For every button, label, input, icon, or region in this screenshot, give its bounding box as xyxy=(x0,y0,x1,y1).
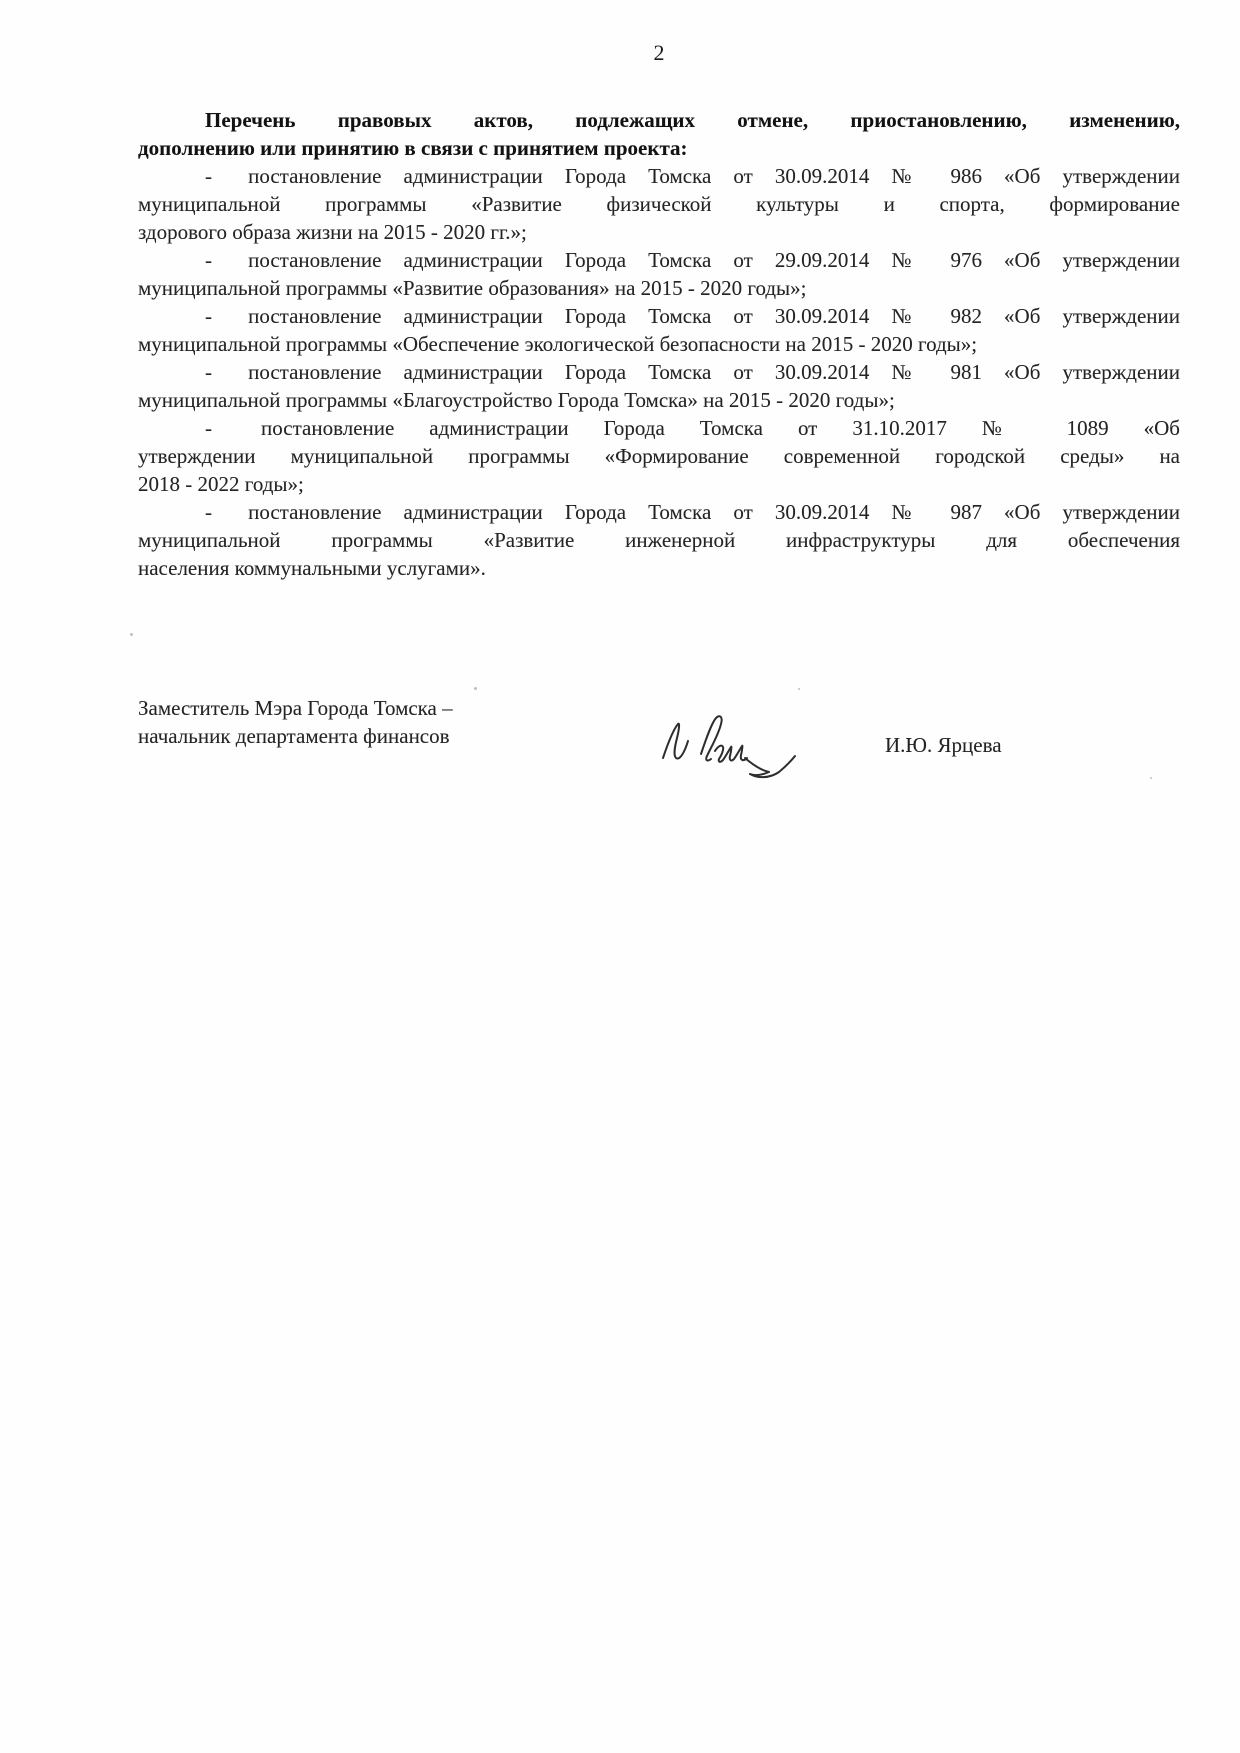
scan-speck xyxy=(130,633,133,636)
text-line: - постановление администрации Города Томска от 30.09.2014 № 982 «Об утверждении xyxy=(205,304,1181,328)
text-line: - постановление администрации Города Томска от 31.10.2017 № 1089 «Об xyxy=(205,416,1180,440)
list-item-dash: - xyxy=(205,416,212,440)
text-line: здорового образа жизни на 2015 - 2020 гг.»; xyxy=(138,220,527,244)
text-line: населения коммунальными услугами». xyxy=(138,556,486,580)
scan-speck xyxy=(798,688,800,690)
text-line: муниципальной программы «Обеспечение экологической безопасности на 2015 - 2020 годы»; xyxy=(138,332,978,356)
document-body xyxy=(138,106,1180,582)
list-item-dash: - xyxy=(205,304,212,328)
text-line: муниципальной программы «Развитие инженерной инфраструктуры для обеспечения xyxy=(138,528,1180,552)
text-line: Перечень правовых актов, подлежащих отмене, приостановлению, изменению, xyxy=(205,108,1180,132)
list-item-dash: - xyxy=(205,360,212,384)
text-line: - постановление администрации Города Томска от 30.09.2014 № 986 «Об утверждении xyxy=(205,164,1181,188)
text-line: 2018 - 2022 годы»; xyxy=(138,472,304,496)
signatory-title xyxy=(138,694,558,750)
text-line: - постановление администрации Города Томска от 29.09.2014 № 976 «Об утверждении xyxy=(205,248,1181,272)
list-item-dash: - xyxy=(205,164,212,188)
handwritten-signature-icon xyxy=(655,710,800,790)
text-line: - постановление администрации Города Томска от 30.09.2014 № 987 «Об утверждении xyxy=(205,500,1181,524)
signatory-title-line-1: Заместитель Мэра Города Томска – xyxy=(138,696,453,720)
text-line: муниципальной программы «Благоустройство Города Томска» на 2015 - 2020 годы»; xyxy=(138,388,895,412)
page-number: 2 xyxy=(653,40,665,65)
signatory-name: И.Ю. Ярцева xyxy=(885,733,1002,757)
text-line: муниципальной программы «Развитие физической культуры и спорта, формирование xyxy=(138,192,1180,216)
list-item-dash: - xyxy=(205,500,212,524)
text-line: - постановление администрации Города Томска от 30.09.2014 № 981 «Об утверждении xyxy=(205,360,1181,384)
text-line: дополнению или принятию в связи с принятием проекта: xyxy=(138,136,688,160)
text-line: муниципальной программы «Развитие образования» на 2015 - 2020 годы»; xyxy=(138,276,807,300)
list-item-dash: - xyxy=(205,248,212,272)
text-line: утверждении муниципальной программы «Формирование современной городской среды» на xyxy=(138,444,1180,468)
signatory-title-line-2: начальник департамента финансов xyxy=(138,724,450,748)
scan-speck xyxy=(474,687,477,690)
scan-speck xyxy=(1150,777,1152,779)
